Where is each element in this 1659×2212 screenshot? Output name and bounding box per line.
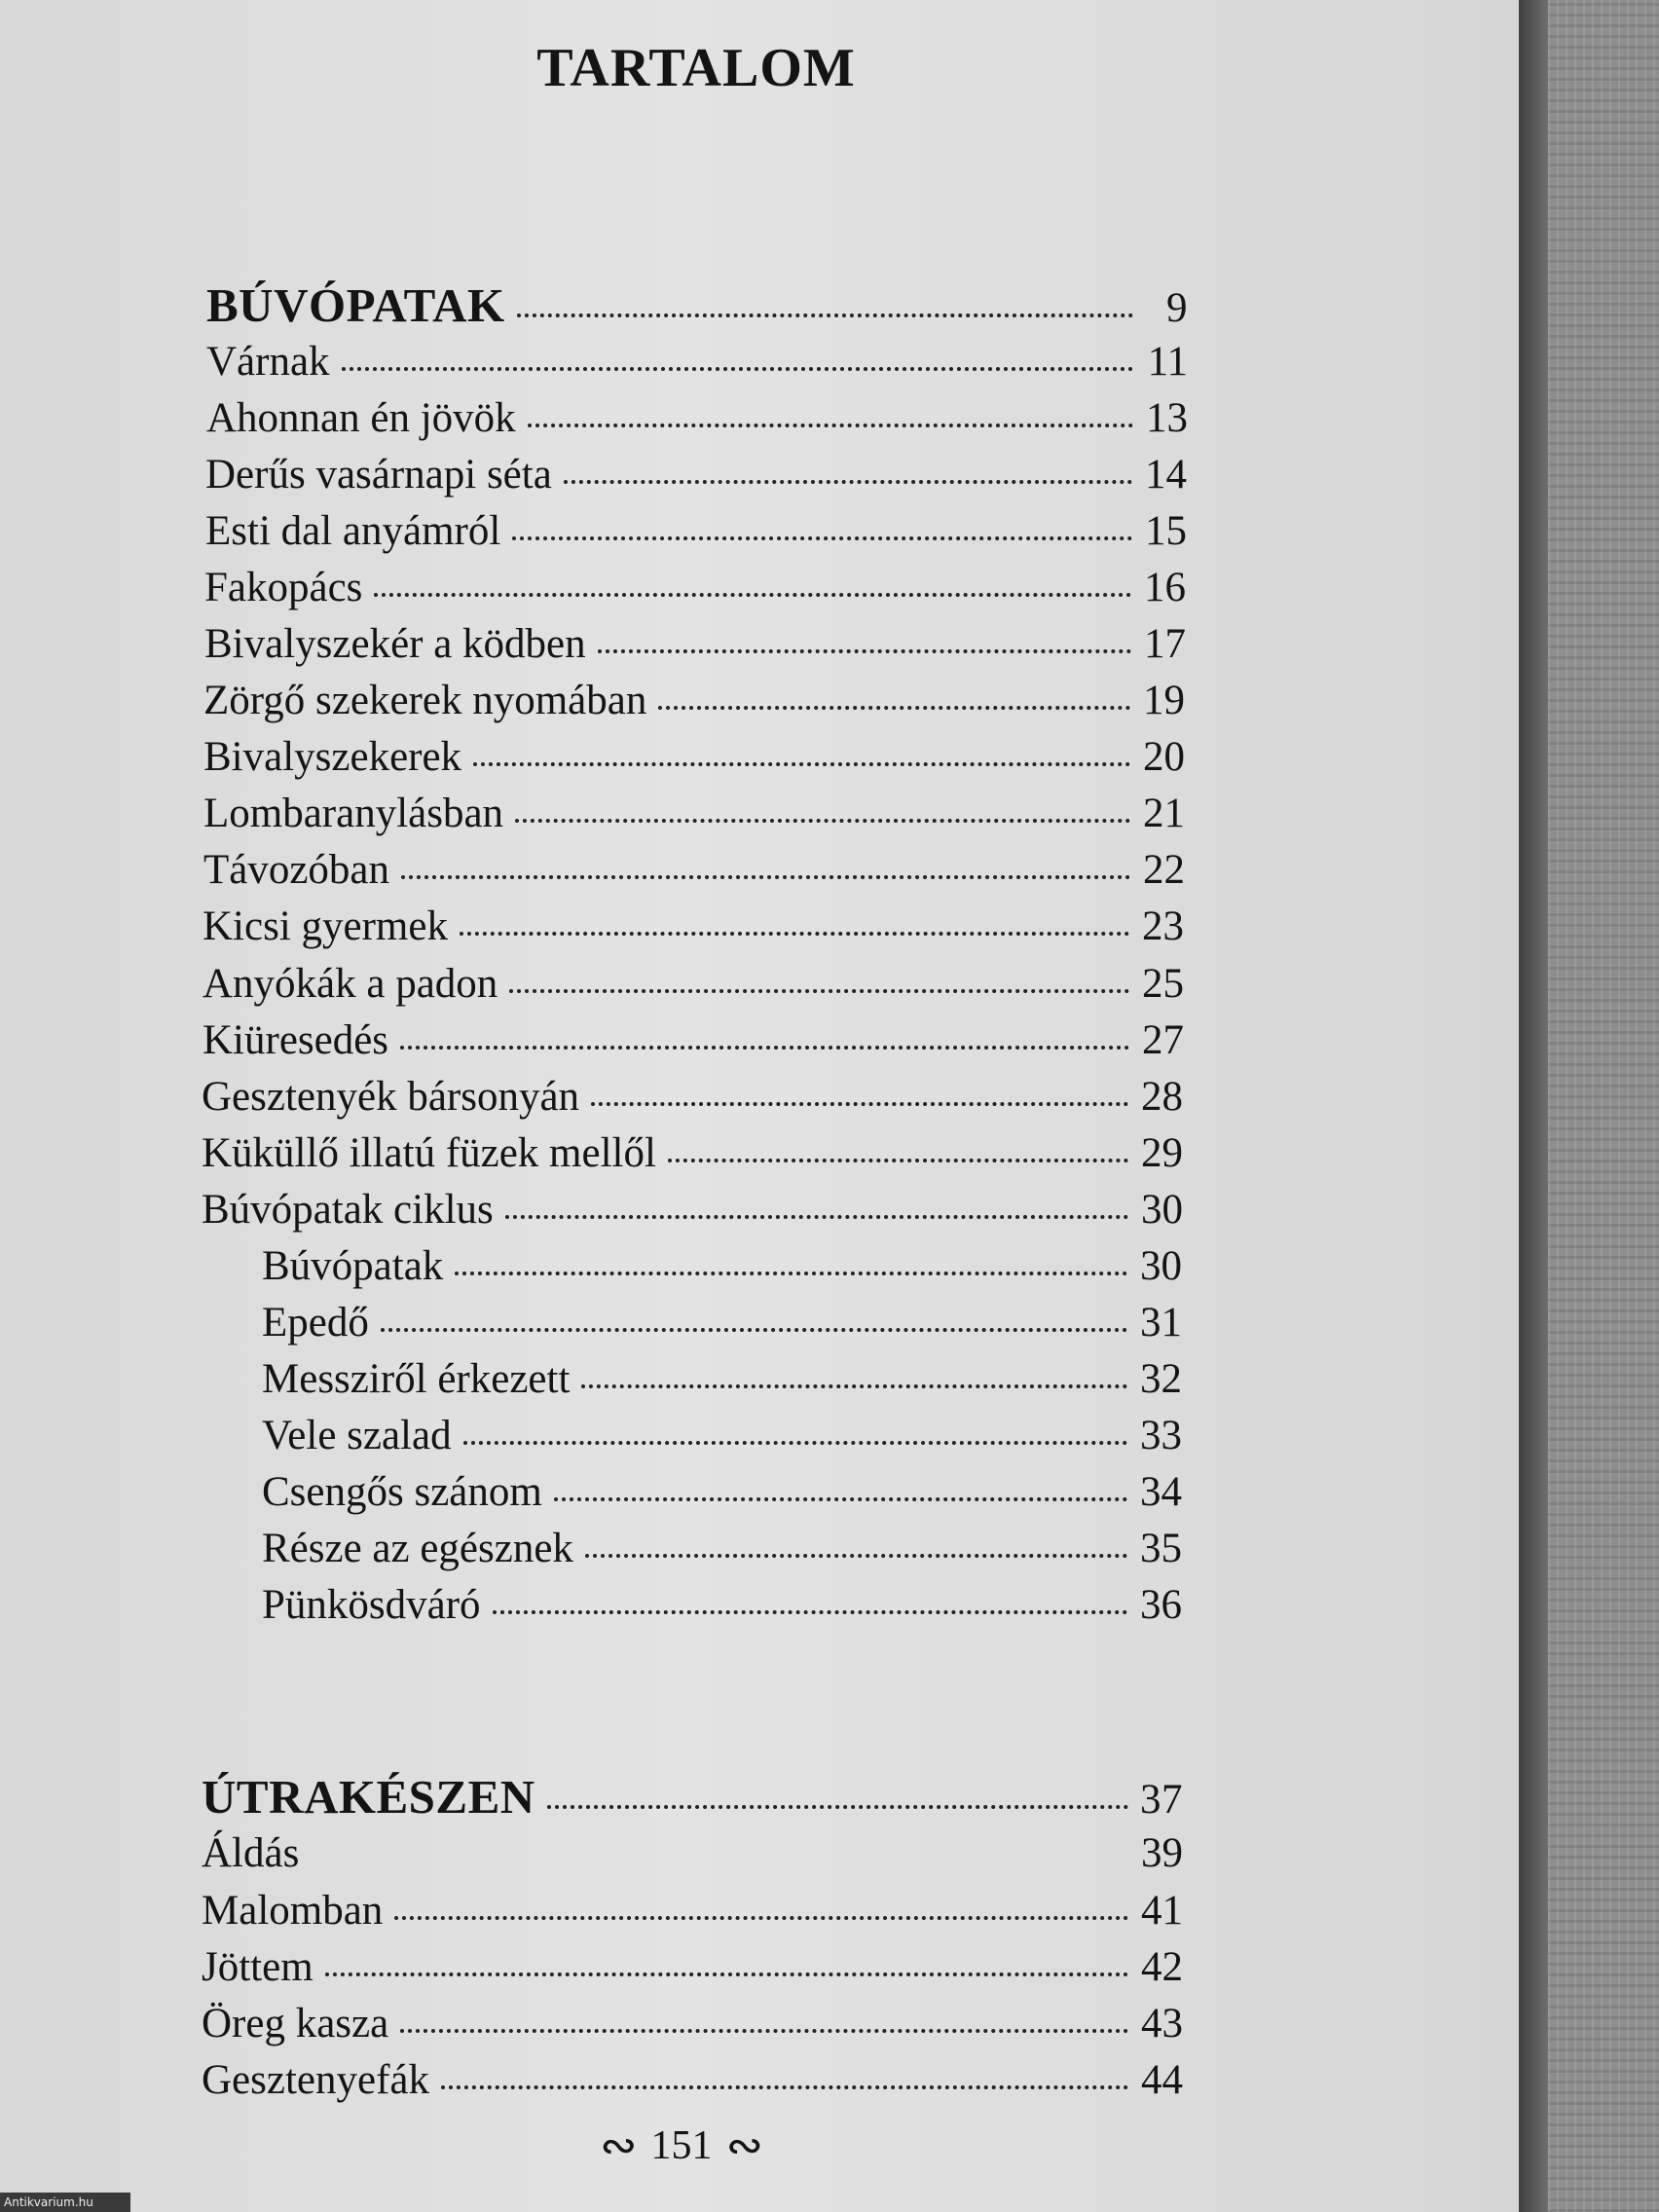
toc-entry — [202, 1828, 1183, 1879]
ornament-icon: ∾ — [725, 2120, 764, 2170]
toc-entry — [203, 676, 1185, 726]
dot-leader — [509, 989, 1129, 993]
entry-title: Öreg kasza — [202, 2001, 389, 2046]
dot-leader — [401, 875, 1130, 879]
entry-title: Csengős szánom — [262, 1469, 542, 1515]
entry-title: Kicsi gyermek — [203, 903, 448, 949]
dot-leader — [598, 649, 1131, 653]
entry-page: 16 — [1144, 565, 1186, 610]
entry-page: 25 — [1142, 961, 1184, 1007]
toc-entry — [204, 619, 1186, 670]
dot-leader — [473, 762, 1130, 766]
entry-page: 30 — [1141, 1187, 1183, 1233]
dot-leader — [554, 1497, 1127, 1501]
entry-page: 44 — [1141, 2057, 1183, 2103]
section-title: ÚTRAKÉSZEN — [202, 1770, 535, 1824]
toc-subentry — [262, 1467, 1182, 1518]
section-page: 9 — [1166, 285, 1188, 331]
page-footer — [555, 2120, 808, 2171]
entry-page: 23 — [1142, 903, 1184, 949]
entry-page: 22 — [1143, 847, 1185, 893]
dot-leader — [455, 1272, 1127, 1275]
entry-page: 41 — [1141, 1888, 1183, 1934]
entry-page: 32 — [1140, 1356, 1182, 1402]
dot-leader — [668, 1159, 1128, 1162]
entry-page: 21 — [1143, 791, 1185, 836]
dot-leader — [517, 313, 1133, 317]
toc-subentry — [262, 1241, 1182, 1292]
toc-entry — [203, 732, 1185, 783]
dot-leader — [528, 424, 1133, 427]
toc-entry — [203, 789, 1185, 839]
entry-title: Lombaranylásban — [203, 791, 504, 836]
entry-title: Távozóban — [203, 847, 390, 893]
entry-title: Esti dal anyámról — [205, 508, 501, 554]
dot-leader — [564, 480, 1132, 484]
watermark: Antikvarium.hu — [0, 2193, 130, 2212]
section-page: 37 — [1140, 1777, 1183, 1823]
toc-subentry — [262, 1411, 1182, 1461]
toc-entry — [205, 450, 1187, 500]
entry-title: Anyókák a padon — [203, 961, 498, 1007]
entry-page: 42 — [1141, 1944, 1183, 1990]
toc-entry — [202, 1185, 1183, 1235]
entry-page: 17 — [1144, 621, 1186, 667]
entry-title: Gesztenyefák — [202, 2057, 429, 2103]
entry-title: Pünkösdváró — [262, 1582, 481, 1628]
entry-page: 19 — [1143, 678, 1185, 723]
dot-leader — [374, 593, 1131, 597]
dot-leader — [441, 2085, 1128, 2089]
dot-leader — [591, 1102, 1128, 1106]
toc-entry — [203, 1015, 1184, 1066]
entry-title: Zörgő szekerek nyomában — [203, 678, 647, 723]
dot-leader — [325, 1972, 1128, 1976]
entry-title: Malomban — [202, 1888, 384, 1934]
entry-title: Messziről érkezett — [262, 1356, 571, 1402]
entry-page: 30 — [1140, 1243, 1182, 1289]
toc-entry — [202, 1886, 1183, 1936]
toc-entry — [205, 506, 1187, 557]
toc-entry — [202, 1128, 1183, 1179]
dot-leader — [547, 1805, 1128, 1809]
toc-subentry — [262, 1354, 1182, 1405]
entry-title: Epedő — [262, 1300, 369, 1346]
toc-entry — [202, 2055, 1183, 2106]
ornament-icon: ∾ — [599, 2120, 638, 2170]
dot-leader — [515, 819, 1130, 823]
toc-entry — [202, 1999, 1183, 2049]
entry-page: 29 — [1141, 1130, 1183, 1176]
dot-leader — [394, 1916, 1128, 1920]
dot-leader — [585, 1554, 1127, 1558]
entry-page: 34 — [1140, 1469, 1182, 1515]
dot-leader — [400, 1046, 1129, 1050]
entry-page: 39 — [1141, 1830, 1183, 1876]
toc-subentry — [262, 1524, 1182, 1574]
entry-page: 13 — [1146, 395, 1188, 441]
entry-title: Bivalyszekér a ködben — [204, 621, 586, 667]
entry-title: Várnak — [206, 339, 330, 385]
dot-leader — [400, 2029, 1128, 2033]
toc-subentry — [262, 1580, 1182, 1631]
entry-title: Kiüresedés — [203, 1017, 389, 1063]
entry-page: 43 — [1141, 2001, 1183, 2046]
toc-entry — [203, 845, 1185, 896]
toc-entry — [204, 563, 1186, 613]
toc-entry — [203, 902, 1184, 952]
page-title: TARTALOM — [536, 38, 856, 98]
page-edge — [1519, 0, 1548, 2212]
entry-page: 36 — [1140, 1582, 1182, 1628]
entry-title: Vele szalad — [262, 1413, 452, 1458]
toc-subentry — [262, 1298, 1182, 1348]
toc-entry — [202, 1072, 1183, 1123]
entry-page: 15 — [1145, 508, 1187, 554]
entry-title: Része az egésznek — [262, 1526, 573, 1571]
page-number: 151 — [650, 2123, 713, 2168]
toc-entry — [202, 1942, 1183, 1993]
entry-title: Fakopács — [204, 565, 363, 610]
entry-title: Búvópatak — [262, 1243, 444, 1289]
toc-section-heading — [206, 280, 1188, 331]
dot-leader — [460, 932, 1129, 936]
entry-title: Búvópatak ciklus — [202, 1187, 494, 1233]
entry-page: 28 — [1141, 1074, 1183, 1120]
background-fabric — [1548, 0, 1659, 2212]
dot-leader — [493, 1610, 1127, 1614]
dot-leader — [505, 1215, 1128, 1219]
entry-page: 11 — [1147, 339, 1188, 385]
entry-title: Bivalyszekerek — [203, 734, 462, 780]
entry-page: 35 — [1140, 1526, 1182, 1571]
entry-title: Gesztenyék bársonyán — [202, 1074, 580, 1120]
entry-title: Ahonnan én jövök — [206, 395, 516, 441]
toc-entry — [206, 393, 1188, 444]
entry-page: 33 — [1140, 1413, 1182, 1458]
entry-title: Jöttem — [202, 1944, 313, 1990]
entry-page: 27 — [1142, 1017, 1184, 1063]
entry-page: 14 — [1145, 452, 1187, 498]
entry-page: 31 — [1140, 1300, 1182, 1346]
section-title: BÚVÓPATAK — [206, 278, 505, 332]
toc-entry — [203, 959, 1184, 1010]
toc-section-heading — [202, 1772, 1183, 1823]
toc-entry — [206, 337, 1188, 387]
dot-leader — [342, 367, 1133, 371]
entry-title: Derűs vasárnapi séta — [205, 452, 552, 498]
dot-leader — [381, 1328, 1127, 1332]
entry-page: 20 — [1143, 734, 1185, 780]
dot-leader — [463, 1441, 1127, 1445]
dot-leader — [581, 1384, 1127, 1388]
dot-leader — [512, 536, 1132, 540]
entry-title: Áldás — [202, 1830, 300, 1876]
entry-title: Küküllő illatú füzek mellől — [202, 1130, 656, 1176]
dot-leader — [658, 706, 1130, 710]
